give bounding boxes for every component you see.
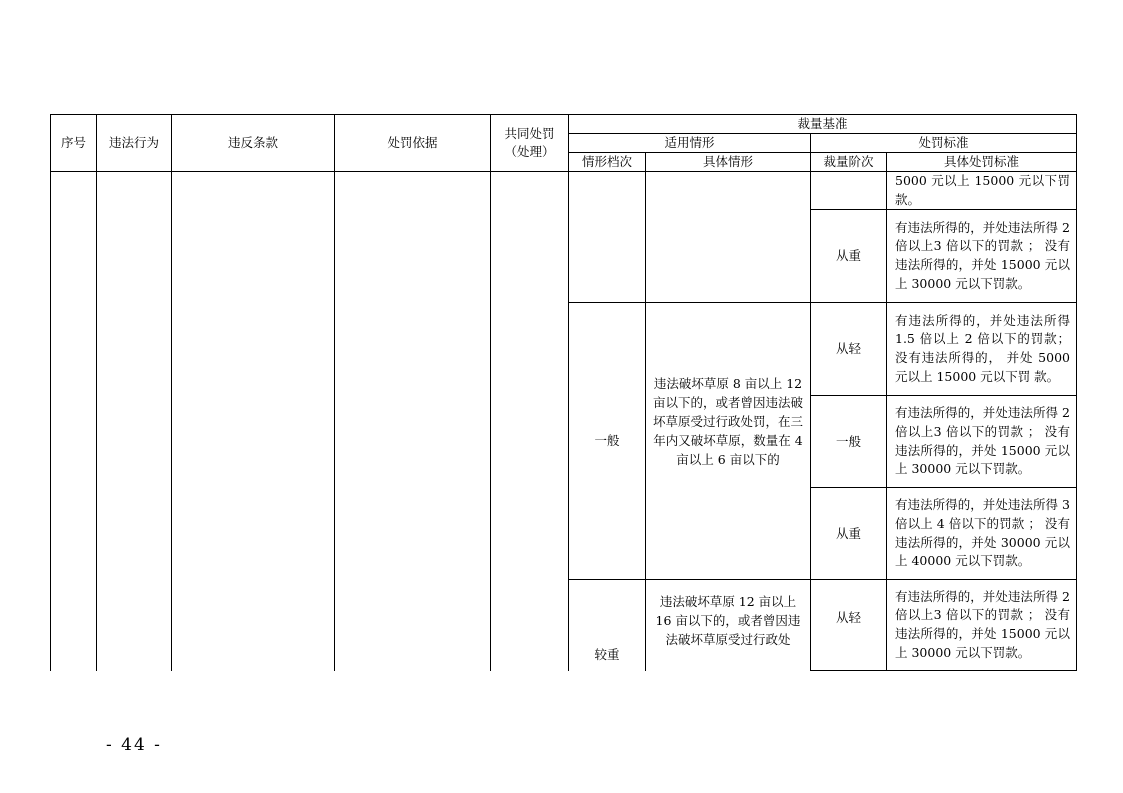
row1-standard-1: 有违法所得的，并处违法所得 2 倍以上3 倍以下的罚款 ； 没有违法所得的，并处 15000 元以上 30000 元以下罚款。 [895,405,1070,477]
page-number: - 44 - [106,735,162,755]
row0-detail [646,172,810,302]
header-seq: 序号 [60,135,86,150]
header-joint: 共同处罚 （处理） [504,126,555,159]
row0-stage-1: 从重 [835,248,861,263]
row0-level [569,172,645,302]
row1-detail: 违法破坏草原 8 亩以上 12 亩以下的，或者曾因违法破坏草原受过行政处罚，在三年内又破坏草原，数量在 4 亩以上 6 亩以下的 [652,375,803,467]
rule-bottom-partial [810,670,1077,671]
header-standard: 处罚标准 [918,135,969,150]
header-situation: 适用情形 [664,135,715,150]
row1-standard-2: 有违法所得的，并处违法所得 3 倍以上 4 倍以下的罚款 ； 没有违法所得的，并处 30000 元以上 40000 元以下罚款。 [895,497,1070,569]
row2-standard-0: 有违法所得的，并处违法所得 2 倍以上3 倍以下的罚款 ； 没有违法所得的，并处 15000 元以上 30000 元以下罚款。 [895,588,1070,660]
row2-detail: 违法破坏草原 12 亩以上 16 亩以下的，或者曾因违法破坏草原受过行政处 [655,594,801,647]
rule-v-4 [490,114,491,671]
header-spec: 具体处罚标准 [943,154,1019,169]
row1-stage-1: 一般 [835,433,861,449]
rule-v-2 [171,114,172,671]
row2-stage-0: 从轻 [835,610,861,625]
header-article: 违反条款 [227,135,278,150]
row2-level: 较重 [594,647,620,662]
rule-v-9 [1076,114,1077,671]
row0-standard-0: 5000 元以上 15000 元以下罚 款。 [895,172,1070,207]
rule-v-1 [96,114,97,671]
row1-standard-0: 有违法所得的，并处违法所得 1.5 倍以上 2 倍以下的罚款；没有违法所得的， 并处 5000 元以上 15000 元以下罚 款。 [895,312,1070,384]
header-benchmark: 裁量基准 [797,116,848,131]
row0-standard-1: 有违法所得的，并处违法所得 2 倍以上3 倍以下的罚款 ； 没有违法所得的，并处 15000 元以上 30000 元以下罚款。 [895,219,1070,291]
header-level: 情形档次 [581,154,632,169]
rule-v-0 [50,114,51,671]
rule-v-3 [334,114,335,671]
header-stage: 裁量阶次 [823,154,874,169]
header-detail: 具体情形 [702,154,753,169]
header-behavior: 违法行为 [108,135,159,150]
row1-level: 一般 [594,433,620,448]
header-basis: 处罚依据 [387,135,438,150]
row1-stage-0: 从轻 [835,341,861,356]
row1-stage-2: 从重 [835,525,861,541]
row0-stage-0 [811,172,886,209]
